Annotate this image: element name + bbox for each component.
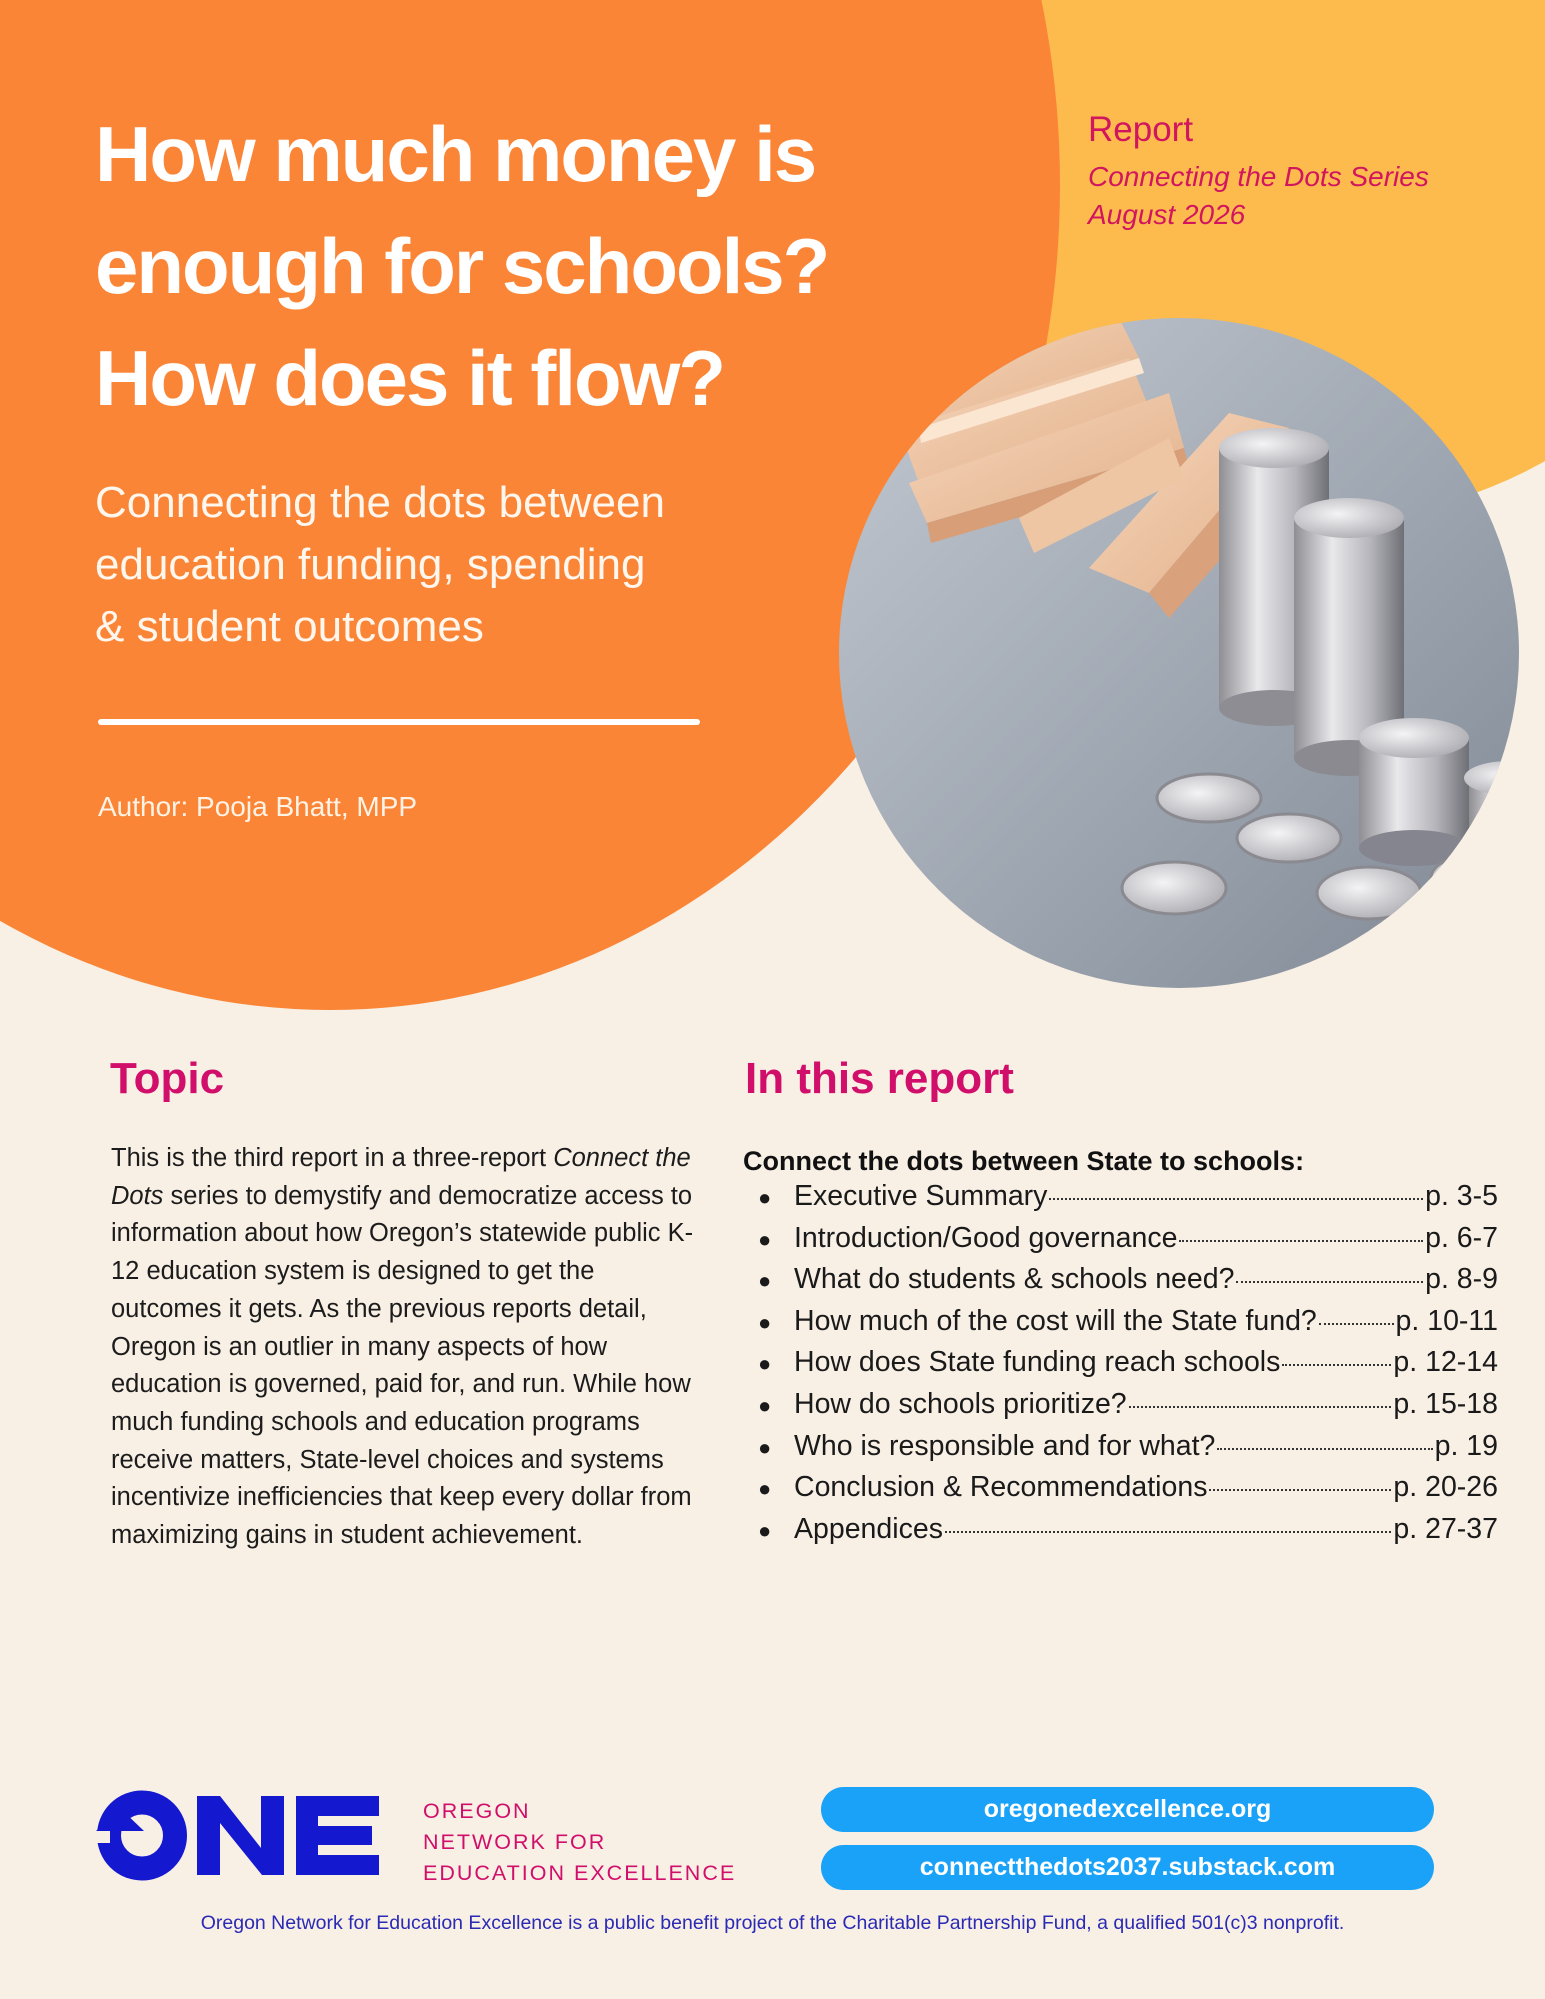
bullet-icon: ● [758,1185,772,1210]
contents-subheading: Connect the dots between State to schools: [743,1146,1305,1176]
toc-item-page: p. 12-14 [1393,1346,1498,1379]
toc-item[interactable] [758,1222,1498,1264]
website-link-button[interactable]: oregonedexcellence.org [821,1787,1434,1832]
dot-leader [1049,1198,1423,1200]
author-line: Author: Pooja Bhatt, MPP [98,791,418,822]
org-name-line: OREGON [423,1799,531,1823]
toc-item[interactable] [758,1513,1498,1555]
dot-leader [1319,1323,1394,1325]
coins-dominoes-photo [839,318,1519,988]
bullet-icon: ● [758,1226,772,1252]
substack-link-button[interactable]: connectthedots2037.substack.com [821,1845,1434,1890]
topic-body-series-name: Connect the Dots [111,1144,691,1210]
toc-item-label: Introduction/Good governance [794,1221,1178,1254]
bullet-icon: ● [758,1268,772,1294]
toc-item-page: p. 8-9 [1425,1263,1498,1296]
toc-item-page: p. 6-7 [1425,1221,1498,1254]
report-date: August 2026 [1088,199,1246,230]
toc-item-label: Who is responsible and for what? [794,1429,1216,1462]
toc-item-page: p. 15-18 [1393,1387,1498,1420]
report-subtitle [95,472,855,658]
toc-item-page: p. 20-26 [1393,1471,1498,1504]
org-name-line: NETWORK FOR [423,1830,607,1854]
topic-body-rest: series to demystify and democratize access to information about how Oregon’s statewide public K-12 education system is designed to get the outcomes it gets. As the previous reports detail, Oregon is an outlier in many aspects of how education is governed, paid for, and run. While how much funding schools and education programs receive matters, State-level choices and systems incentivize inefficiencies that keep every dollar from maximizing gains in student achievement. [111,1181,694,1550]
toc-item[interactable] [758,1430,1498,1472]
series-info [1088,158,1429,234]
table-of-contents [758,1180,1498,1554]
toc-item[interactable] [758,1471,1498,1513]
title-divider [98,719,700,725]
toc-item-label: Conclusion & Recommendations [794,1471,1208,1504]
bullet-icon: ● [758,1434,772,1460]
toc-item-label: How much of the cost will the State fund? [794,1304,1317,1337]
toc-item-page: p. 3-5 [1425,1180,1498,1212]
toc-item-label: Appendices [794,1512,943,1545]
dot-leader [1209,1489,1391,1491]
toc-item[interactable] [758,1346,1498,1388]
dot-leader [1282,1364,1391,1366]
nonprofit-disclaimer: Oregon Network for Education Excellence is a public benefit project of the Charitable Partnership Fund, a qualified 501(c)3 nonprofit. [200,1912,1345,1934]
toc-item[interactable] [758,1180,1498,1222]
subtitle-line: education funding, spending [95,540,646,589]
toc-item-page: p. 10-11 [1395,1304,1498,1337]
report-type-label: Report [1088,110,1194,149]
bullet-icon: ● [758,1392,772,1418]
topic-body-intro: This is the third report in a three-report [111,1144,554,1172]
contents-heading: In this report [745,1054,1014,1103]
title-line: How much money is [95,110,816,198]
bullet-icon: ● [758,1351,772,1377]
bullet-icon: ● [758,1476,772,1502]
title-line: How does it flow? [95,334,724,422]
org-name-line: EDUCATION EXCELLENCE [423,1861,737,1885]
series-name: Connecting the Dots Series [1088,161,1429,192]
toc-item[interactable] [758,1388,1498,1430]
toc-item-label: How does State funding reach schools [794,1346,1281,1379]
toc-item-label: How do schools prioritize? [794,1387,1127,1420]
dot-leader [1217,1448,1432,1450]
one-logo [96,1788,381,1883]
dot-leader [1236,1281,1423,1283]
org-name [423,1796,736,1889]
toc-item[interactable] [758,1305,1498,1347]
toc-item-page: p. 27-37 [1393,1512,1498,1545]
subtitle-line: Connecting the dots between [95,478,665,527]
toc-item[interactable] [758,1263,1498,1305]
dot-leader [945,1531,1391,1533]
topic-heading: Topic [110,1054,225,1103]
dot-leader [1129,1406,1392,1408]
toc-item-label: Executive Summary [794,1180,1048,1212]
toc-item-page: p. 19 [1434,1429,1498,1462]
bullet-icon: ● [758,1309,772,1335]
dot-leader [1179,1240,1423,1242]
toc-item-label: What do students & schools need? [794,1263,1235,1296]
topic-body [111,1140,701,1555]
bullet-icon: ● [758,1517,772,1543]
title-line: enough for schools? [95,222,829,310]
subtitle-line: & student outcomes [95,602,484,651]
